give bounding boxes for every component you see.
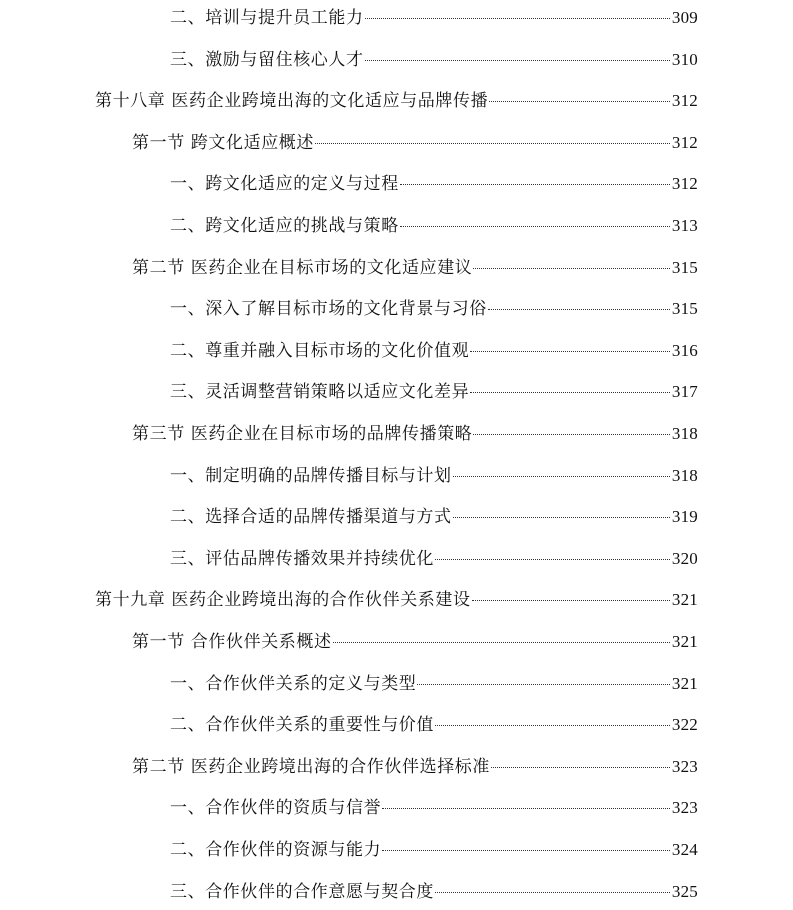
toc-section-entry[interactable] bbox=[132, 628, 698, 656]
toc-subsection-entry[interactable] bbox=[170, 212, 698, 240]
toc-page-number: 317 bbox=[671, 382, 698, 402]
toc-subsection-entry[interactable] bbox=[170, 670, 698, 698]
toc-entry-title: 第一节 合作伙伴关系概述 bbox=[132, 632, 332, 652]
toc-page-number: 312 bbox=[671, 91, 698, 111]
toc-subsection-entry[interactable] bbox=[170, 462, 698, 490]
toc-entry-title: 二、跨文化适应的挑战与策略 bbox=[170, 216, 399, 236]
toc-dot-leader bbox=[453, 517, 670, 518]
toc-entry-title: 一、合作伙伴关系的定义与类型 bbox=[170, 673, 417, 694]
toc-page-number: 320 bbox=[671, 548, 698, 568]
toc-dot-leader bbox=[315, 143, 670, 144]
toc-page-number: 312 bbox=[671, 132, 698, 152]
toc-entry-title: 二、尊重并融入目标市场的文化价值观 bbox=[170, 340, 470, 361]
toc-page-number: 312 bbox=[671, 174, 698, 194]
toc-dot-leader bbox=[435, 892, 670, 893]
toc-subsection-entry[interactable] bbox=[170, 711, 698, 739]
toc-entry-title: 三、灵活调整营销策略以适应文化差异 bbox=[170, 382, 470, 403]
toc-dot-leader bbox=[365, 60, 670, 61]
toc-entry-title: 第三节 医药企业在目标市场的品牌传播策略 bbox=[132, 424, 473, 444]
toc-page-number: 325 bbox=[671, 881, 698, 901]
toc-subsection-entry[interactable] bbox=[170, 545, 698, 573]
toc-page-number: 318 bbox=[671, 465, 698, 485]
toc-dot-leader bbox=[470, 392, 670, 393]
toc-dot-leader bbox=[435, 559, 670, 560]
toc-page-number: 322 bbox=[671, 715, 698, 735]
toc-entry-title: 二、合作伙伴的资源与能力 bbox=[170, 840, 382, 860]
toc-section-entry[interactable] bbox=[132, 753, 698, 781]
toc-entry-title: 三、评估品牌传播效果并持续优化 bbox=[170, 548, 434, 569]
toc-subsection-entry[interactable] bbox=[170, 170, 698, 198]
toc-chapter-entry[interactable] bbox=[95, 87, 698, 115]
toc-dot-leader bbox=[472, 600, 670, 601]
toc-dot-leader bbox=[473, 434, 669, 435]
toc-dot-leader bbox=[453, 476, 670, 477]
toc-subsection-entry[interactable] bbox=[170, 836, 698, 864]
toc-dot-leader bbox=[488, 309, 670, 310]
toc-entry-title: 第十九章 医药企业跨境出海的合作伙伴关系建设 bbox=[95, 590, 471, 611]
toc-page-number: 324 bbox=[671, 840, 698, 859]
toc-section-entry[interactable] bbox=[132, 420, 698, 448]
toc-chapter-entry[interactable] bbox=[95, 586, 698, 614]
toc-dot-leader bbox=[473, 268, 669, 269]
toc-subsection-entry[interactable] bbox=[170, 46, 698, 74]
toc-page-number: 310 bbox=[671, 49, 698, 69]
toc-page-number: 321 bbox=[671, 632, 698, 651]
toc-dot-leader bbox=[400, 184, 670, 185]
toc-page-number: 315 bbox=[671, 299, 698, 319]
toc-dot-leader bbox=[333, 642, 670, 643]
toc-page-number: 316 bbox=[671, 340, 698, 360]
toc-dot-leader bbox=[400, 226, 670, 227]
toc-page-number: 321 bbox=[671, 673, 698, 693]
toc-page-number: 319 bbox=[671, 507, 698, 527]
toc-subsection-entry[interactable] bbox=[170, 794, 698, 822]
toc-section-entry[interactable] bbox=[132, 254, 698, 282]
toc-subsection-entry[interactable] bbox=[170, 878, 698, 906]
toc-entry-title: 三、合作伙伴的合作意愿与契合度 bbox=[170, 881, 434, 902]
toc-entry-title: 第十八章 医药企业跨境出海的文化适应与品牌传播 bbox=[95, 91, 489, 112]
toc-entry-title: 二、选择合适的品牌传播渠道与方式 bbox=[170, 507, 452, 528]
toc-dot-leader bbox=[365, 18, 670, 19]
toc-entry-title: 三、激励与留住核心人才 bbox=[170, 49, 364, 70]
toc-entry-title: 二、培训与提升员工能力 bbox=[170, 8, 364, 28]
toc-dot-leader bbox=[491, 767, 670, 768]
toc-dot-leader bbox=[417, 684, 669, 685]
toc-dot-leader bbox=[382, 850, 670, 851]
toc-dot-leader bbox=[382, 808, 670, 809]
toc-dot-leader bbox=[470, 351, 670, 352]
toc-subsection-entry[interactable] bbox=[170, 295, 698, 323]
toc-page-number: 323 bbox=[671, 756, 698, 776]
toc-subsection-entry[interactable] bbox=[170, 503, 698, 531]
toc-entry-title: 一、跨文化适应的定义与过程 bbox=[170, 174, 399, 195]
toc-subsection-entry[interactable] bbox=[170, 378, 698, 406]
toc-entry-title: 第二节 医药企业在目标市场的文化适应建议 bbox=[132, 257, 473, 278]
toc-entry-title: 第二节 医药企业跨境出海的合作伙伴选择标准 bbox=[132, 756, 491, 777]
toc-page-number: 309 bbox=[671, 8, 698, 27]
toc-entry-title: 二、合作伙伴关系的重要性与价值 bbox=[170, 715, 434, 736]
toc-entry-title: 一、合作伙伴的资质与信誉 bbox=[170, 798, 382, 819]
toc-entry-title: 第一节 跨文化适应概述 bbox=[132, 132, 315, 153]
toc-page-number: 313 bbox=[671, 216, 698, 235]
toc-entry-title: 一、深入了解目标市场的文化背景与习俗 bbox=[170, 299, 487, 320]
toc-page-number: 318 bbox=[671, 424, 698, 443]
toc-section-entry[interactable] bbox=[132, 129, 698, 157]
toc-subsection-entry[interactable] bbox=[170, 4, 698, 32]
toc-dot-leader bbox=[489, 101, 670, 102]
toc-page-number: 321 bbox=[671, 590, 698, 610]
toc-subsection-entry[interactable] bbox=[170, 337, 698, 365]
toc-page-number: 323 bbox=[671, 798, 698, 818]
toc-dot-leader bbox=[435, 725, 670, 726]
toc-page-number: 315 bbox=[671, 257, 698, 277]
toc-entry-title: 一、制定明确的品牌传播目标与计划 bbox=[170, 465, 452, 486]
